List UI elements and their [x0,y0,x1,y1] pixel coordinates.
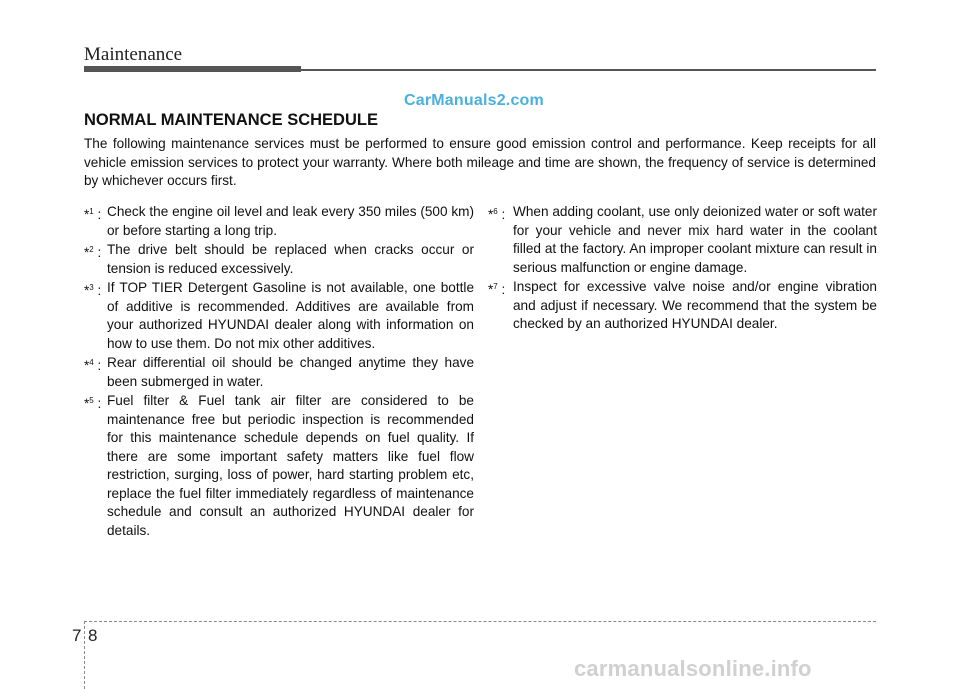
intro-paragraph: The following maintenance services must be performed to ensure good emission control and performance. Keep receipts for all vehicle emission services to protect your warranty. Where both mileage and time are shown, the frequency of service is determined by whichever occurs first. [84,136,876,188]
note-marker: *$^1$ : [84,207,102,222]
watermark-top: CarManuals2.com [404,92,544,109]
page-number: 8 [88,626,98,645]
footer-rule [84,621,876,622]
note-marker: *$^5$ : [84,396,102,411]
note-6 [488,203,877,277]
note-text: Inspect for excessive valve noise and/or engine vibration and adjust if necessary. We recommend that the system be checked by an authorized HYUNDAI dealer. [513,279,877,331]
footer-vertical-rule [84,621,85,689]
notes-right-column [488,203,877,335]
note-5 [84,392,474,540]
note-text: If TOP TIER Detergent Gasoline is not available, one bottle of additive is recommended. Additives are available from your authorized HYUNDAI dealer along with information on how to use them. Do not mix other additives. [107,280,474,351]
note-7 [488,278,877,334]
note-text: Fuel filter & Fuel tank air filter are considered to be maintenance free but periodic inspection is recommended for this maintenance schedule depends on fuel quality. If there are some important safety matters like fuel flow restriction, surging, loss of power, hard starting problem etc, replace the fuel filter immediately regardless of maintenance schedule and consult an authorized HYUNDAI dealer for details. [107,393,474,538]
section-title: NORMAL MAINTENANCE SCHEDULE [84,111,378,129]
note-2 [84,241,474,278]
note-3 [84,279,474,353]
chapter-number: 7 [72,626,82,645]
note-text: Rear differential oil should be changed anytime they have been submerged in water. [107,355,474,389]
note-marker: *$^4$ : [84,358,102,373]
watermark-bottom: carmanualsonline.info [574,656,812,681]
note-4 [84,354,474,391]
header-rule-thick [84,66,301,72]
note-text: Check the engine oil level and leak every 350 miles (500 km) or before starting a long trip. [107,204,474,238]
note-text: The drive belt should be replaced when cracks occur or tension is reduced excessively. [107,242,474,276]
note-marker: *$^3$ : [84,283,102,298]
note-marker: *$^6$ : [488,207,506,222]
notes-left-column [84,203,474,541]
header-rule-thin [301,69,876,71]
note-1 [84,203,474,240]
note-marker: *$^7$ : [488,282,506,297]
note-text: When adding coolant, use only deionized water or soft water for your vehicle and never mix hard water in the coolant filled at the factory. An improper coolant mixture can result in serious malfunction or engine damage. [513,204,877,275]
note-marker: *$^2$ : [84,245,102,260]
page-header-title: Maintenance [84,44,183,65]
